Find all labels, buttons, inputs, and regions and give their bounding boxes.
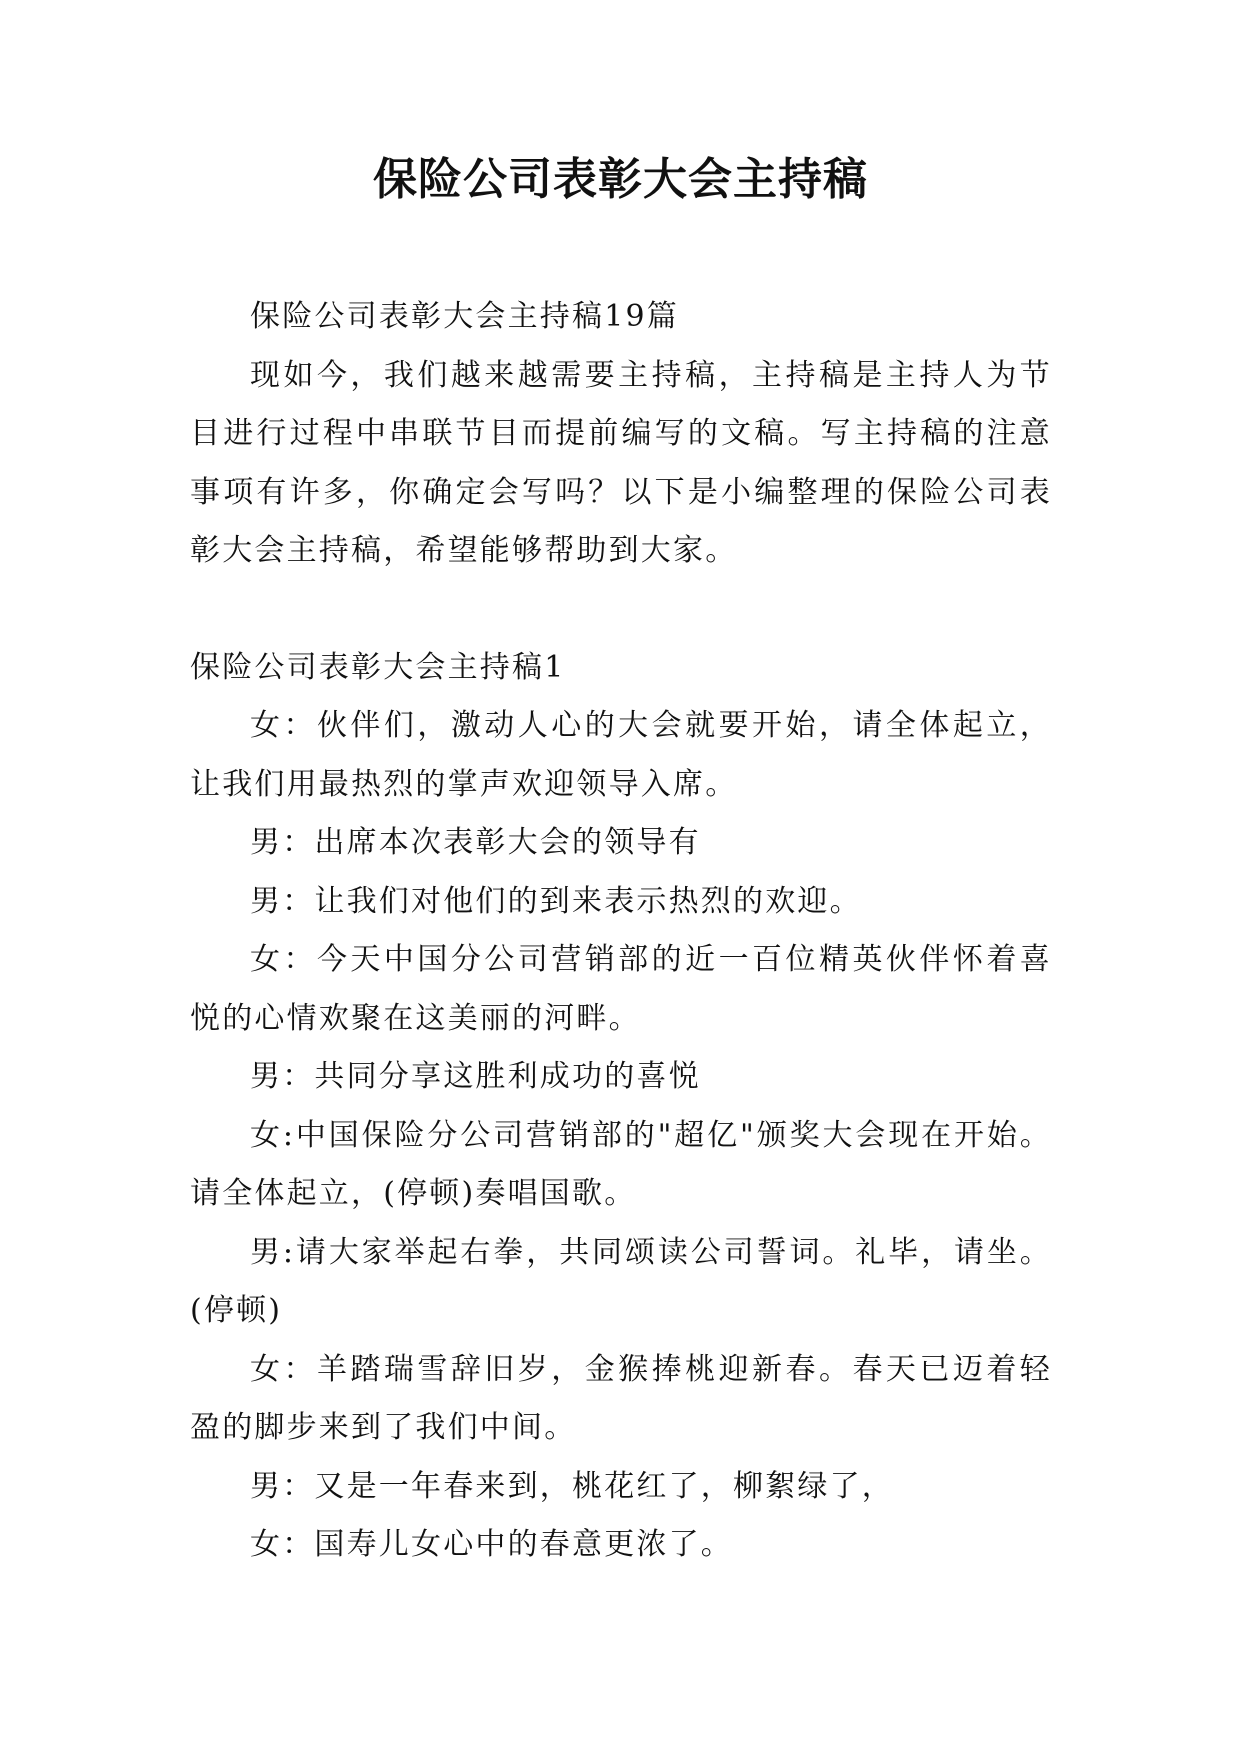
script-line: 男:请大家举起右拳，共同颂读公司誓词。礼毕，请坐。(停顿): [190, 1234, 1052, 1328]
script-line: 男：让我们对他们的到来表示热烈的欢迎。: [250, 883, 862, 919]
script-line: 女：今天中国分公司营销部的近一百位精英伙伴怀着喜悦的心情欢聚在这美丽的河畔。: [190, 942, 1052, 1036]
script-line: 男：出席本次表彰大会的领导有: [250, 825, 701, 860]
script-line: 男：又是一年春来到，桃花红了，柳絮绿了，: [250, 1468, 894, 1504]
document-body: [190, 288, 1052, 1575]
script-line: 女：伙伴们，激动人心的大会就要开始，请全体起立，让我们用最热烈的掌声欢迎领导入席。: [190, 708, 1052, 802]
intro-paragraph: 现如今，我们越来越需要主持稿，主持稿是主持人为节目进行过程中串联节目而提前编写的文稿。写主持稿的注意事项有许多，你确定会写吗？以下是小编整理的保险公司表彰大会主持稿，希望能够帮助到大家。: [190, 357, 1052, 568]
section-heading: 保险公司表彰大会主持稿1: [190, 649, 566, 685]
script-line: 女：羊踏瑞雪辞旧岁，金猴捧桃迎新春。春天已迈着轻盈的脚步来到了我们中间。: [190, 1351, 1052, 1445]
script-line: 女:中国保险分公司营销部的"超亿"颁奖大会现在开始。请全体起立，(停顿)奏唱国歌。: [190, 1117, 1052, 1211]
document-title: 保险公司表彰大会主持稿: [373, 154, 868, 205]
subtitle-paragraph: 保险公司表彰大会主持稿19篇: [250, 299, 679, 334]
section-gap: [190, 581, 1052, 639]
script-line: 男：共同分享这胜利成功的喜悦: [250, 1059, 701, 1094]
script-line: 女：国寿儿女心中的春意更浓了。: [250, 1527, 733, 1562]
